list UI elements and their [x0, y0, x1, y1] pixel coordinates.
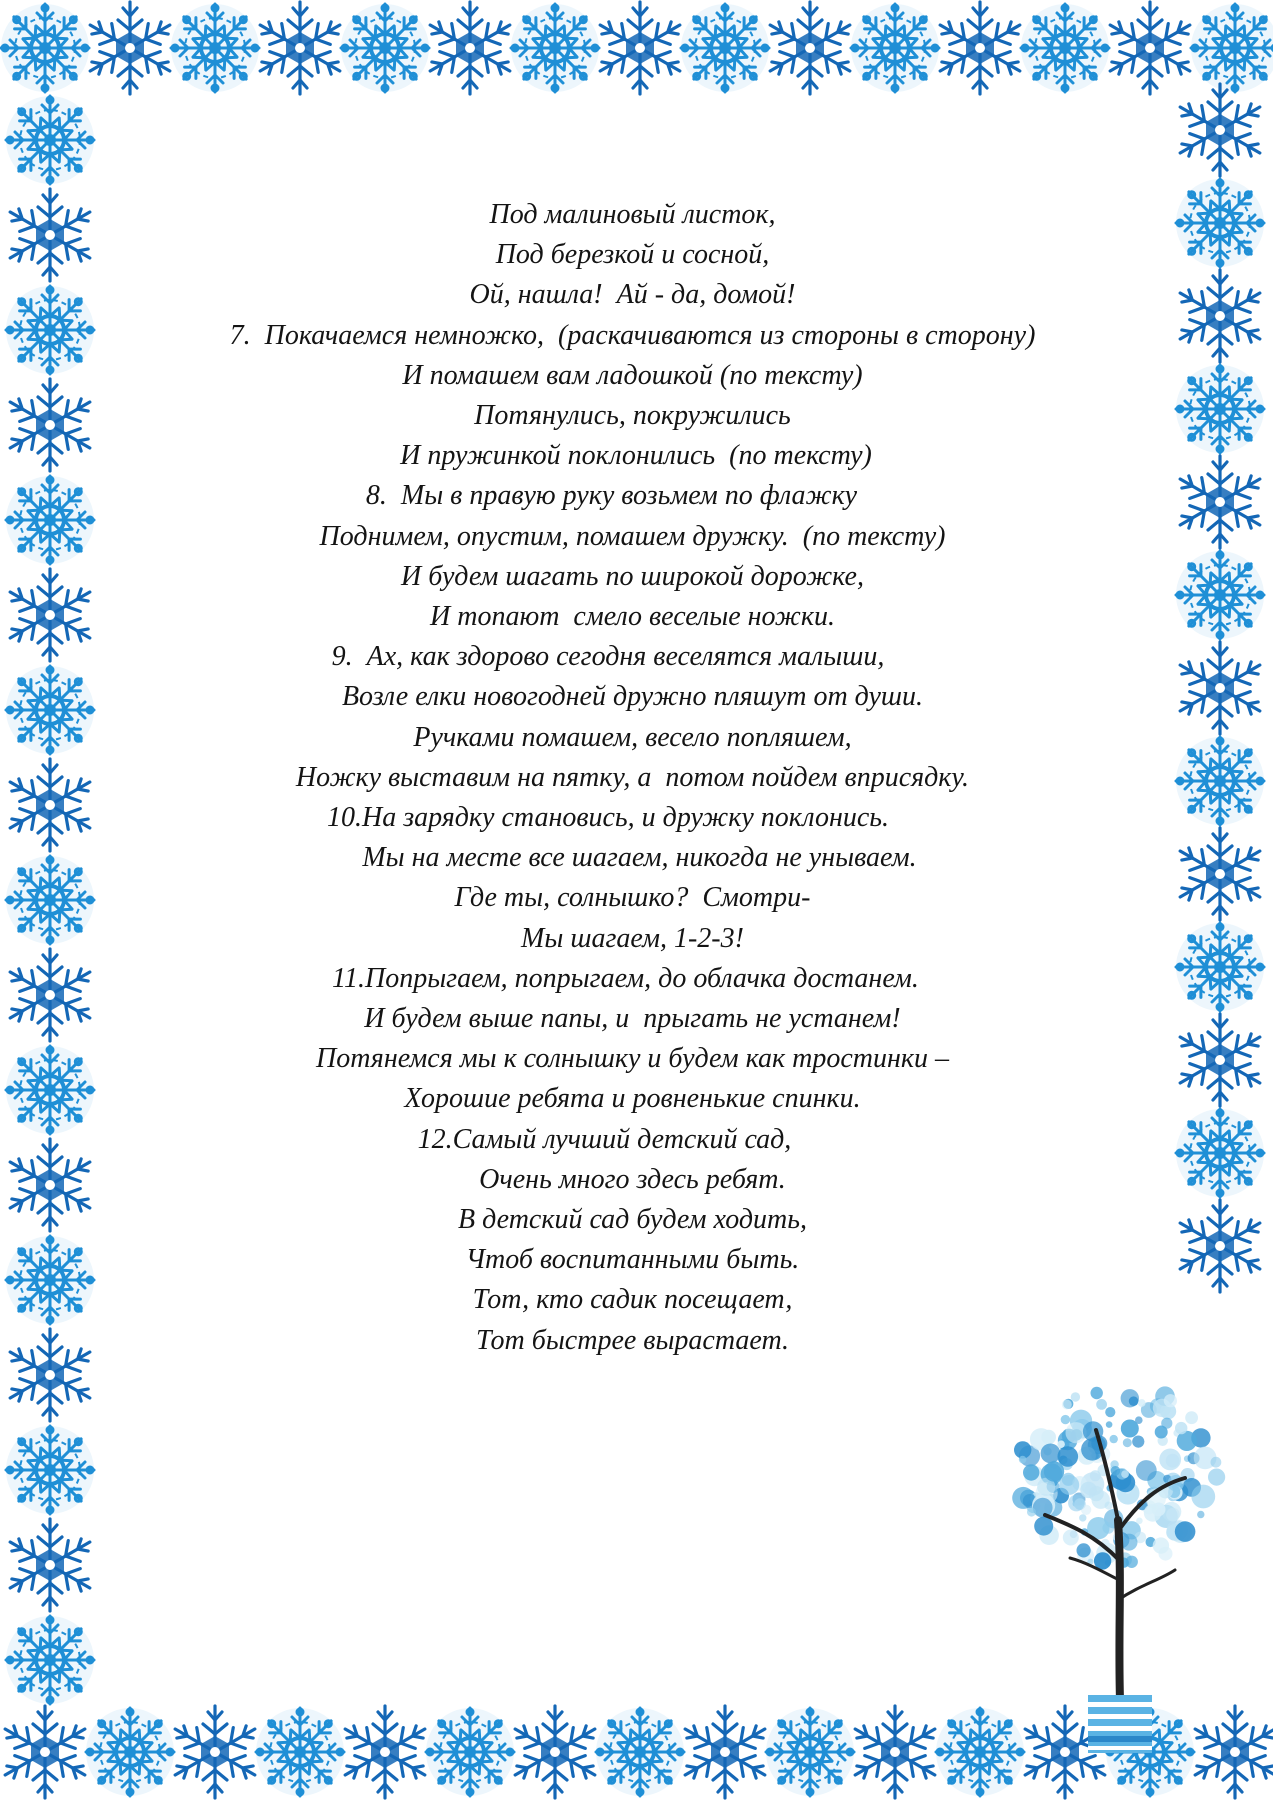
snowflake-icon — [1176, 1109, 1264, 1197]
snowflake-icon — [1176, 551, 1264, 639]
poem-line: В детский сад будем ходить, — [458, 1204, 807, 1236]
snowflake-icon — [1174, 1014, 1266, 1106]
poem-line: Потянемся мы к солнышку и будем как тростинки – — [316, 1043, 949, 1075]
snowflake-icon — [1176, 737, 1264, 825]
poem-line: Тот, кто садик посещает, — [472, 1284, 793, 1316]
snowflake-icon — [681, 4, 769, 92]
snowflake-icon — [596, 1708, 684, 1796]
tree-leaf — [1164, 1394, 1177, 1407]
snowflake-icon — [6, 1426, 94, 1514]
snowflake-icon — [4, 569, 96, 661]
snowflake-icon — [6, 1236, 94, 1324]
tree-leaf — [1079, 1514, 1086, 1521]
snowflake-icon — [509, 1706, 601, 1798]
tree-leaf — [1121, 1389, 1139, 1407]
poem-line: 8. Мы в правую руку возьмем по флажку — [365, 480, 900, 512]
poem — [160, 195, 1105, 1361]
poem-line: Тот быстрее вырастает. — [475, 1324, 790, 1356]
snowflake-icon — [86, 1708, 174, 1796]
snowflake-icon — [1174, 1200, 1266, 1292]
poem-line: Ой, нашла! Ай - да, домой! — [469, 279, 796, 311]
tree-leaf — [1034, 1517, 1053, 1536]
snowflake-icon — [6, 476, 94, 564]
snowflake-icon — [1176, 365, 1264, 453]
poem-line: Потянулись, покружились — [474, 400, 791, 432]
poem-line: Где ты, солнышко? Смотри- — [454, 882, 811, 914]
tree-leaf — [1106, 1421, 1113, 1428]
tree-leaf — [1153, 1537, 1169, 1553]
snowflake-icon — [4, 1139, 96, 1231]
tree-leaf — [1136, 1518, 1143, 1525]
tree-leaf — [1126, 1556, 1138, 1568]
tree-leaf — [1211, 1457, 1222, 1468]
snowflake-icon — [6, 666, 94, 754]
snowflake-icon — [851, 4, 939, 92]
tree-leaf — [1161, 1418, 1172, 1429]
tree-leaf — [1027, 1508, 1036, 1517]
tree-leaf — [1123, 1438, 1132, 1447]
flower-pot — [1088, 1695, 1152, 1753]
tree-leaf — [1138, 1399, 1146, 1407]
tree-leaf — [1033, 1498, 1053, 1518]
poem-line: И будем выше папы, и прыгать не устанем! — [364, 1003, 901, 1035]
snowy-tree-icon — [1000, 1300, 1230, 1760]
snowflake-icon — [4, 759, 96, 851]
tree-leaf — [1159, 1449, 1181, 1471]
poem-line: И будем шагать по широкой дорожке, — [401, 560, 864, 592]
tree-leaf — [1063, 1530, 1079, 1546]
tree-leaf — [1062, 1400, 1072, 1410]
tree-leaf — [1077, 1543, 1091, 1557]
snowflake-icon — [171, 4, 259, 92]
snowflake-icon — [1174, 642, 1266, 734]
poem-line: И помашем вам ладошкой (по тексту) — [402, 359, 863, 391]
snowflake-icon — [1174, 456, 1266, 548]
tree-leaf — [1096, 1399, 1107, 1410]
tree-leaf — [1071, 1392, 1080, 1401]
tree-leaf — [1111, 1466, 1121, 1476]
poem-line: 9. Ах, как здорово сегодня веселятся малыши, — [331, 641, 934, 673]
tree-leaf — [1061, 1415, 1070, 1424]
tree-leaf — [1121, 1470, 1129, 1478]
snowflake-icon — [254, 2, 346, 94]
tree-leaf — [1023, 1464, 1039, 1480]
tree-leaf — [1121, 1420, 1139, 1438]
tree-leaf — [1105, 1407, 1115, 1417]
poem-line: Возле елки новогодней дружно пляшут от души. — [341, 681, 924, 713]
poem-line: И топают смело веселые ножки. — [430, 601, 835, 633]
poem-line: Мы шагаем, 1-2-3! — [521, 922, 744, 954]
snowflake-icon — [511, 4, 599, 92]
poem-line: И пружинкой поклонились (по тексту) — [393, 440, 872, 472]
snowflake-icon — [1176, 923, 1264, 1011]
poem-line: Под березкой и сосной, — [495, 239, 770, 271]
snowflake-icon — [6, 1616, 94, 1704]
tree-leaf — [1175, 1422, 1187, 1434]
tree-leaf — [1105, 1502, 1113, 1510]
snowflake-icon — [4, 189, 96, 281]
tree-leaf — [1208, 1469, 1225, 1486]
snowflake-icon — [1176, 179, 1264, 267]
tree-leaf — [1091, 1387, 1103, 1399]
poem-line: 12.Самый лучший детский сад, — [417, 1123, 848, 1155]
poem-line: 10.На зарядку становись, и дружку поклонись. — [326, 802, 939, 834]
snowflake-icon — [84, 2, 176, 94]
snowflake-icon — [1104, 2, 1196, 94]
tree-leaf — [1185, 1411, 1198, 1424]
snowflake-icon — [169, 1706, 261, 1798]
tree-leaf — [1080, 1482, 1096, 1498]
poem-line: Ручками помашем, весело попляшем, — [413, 721, 852, 753]
snowflake-icon — [6, 856, 94, 944]
snowflake-icon — [4, 379, 96, 471]
snowflake-icon — [1021, 4, 1109, 92]
snowflake-icon — [679, 1706, 771, 1798]
snowflake-icon — [0, 1706, 91, 1798]
snowflake-icon — [341, 4, 429, 92]
tree-leaf — [1068, 1495, 1085, 1512]
snowflake-icon — [424, 2, 516, 94]
poem-line: Ножку выставим на пятку, а потом пойдем вприсядку. — [295, 761, 970, 793]
tree-leaf — [1132, 1436, 1144, 1448]
snowflake-icon — [426, 1708, 514, 1796]
snowflake-icon — [1174, 84, 1266, 176]
poem-line: Поднимем, опустим, помашем дружку. (по тексту) — [319, 520, 946, 552]
tree-leaf — [1144, 1504, 1162, 1522]
poem-line: 7. Покачаемся немножко, (раскачиваются из стороны в сторону) — [229, 319, 1036, 351]
poem-line: Под малиновый листок, — [489, 199, 776, 230]
snowflake-icon — [6, 1046, 94, 1134]
tree-leaf — [1044, 1461, 1064, 1481]
snowflake-icon — [1, 4, 89, 92]
snowflake-icon — [766, 1708, 854, 1796]
tree-leaf — [1175, 1521, 1196, 1542]
tree-leaf — [1197, 1511, 1204, 1518]
tree-leaf — [1191, 1485, 1215, 1509]
snowflake-icon — [6, 96, 94, 184]
poem-line: Хорошие ребята и ровненькие спинки. — [404, 1083, 861, 1115]
tree-leaf — [1110, 1435, 1118, 1443]
snowflake-icon — [256, 1708, 344, 1796]
tree-leaf — [1041, 1444, 1061, 1464]
snowflake-icon — [1191, 4, 1273, 92]
snowflake-icon — [1174, 828, 1266, 920]
poem-line: Мы на месте все шагаем, никогда не унываем. — [348, 842, 917, 874]
snowflake-icon — [1174, 270, 1266, 362]
poem-line: Очень много здесь ребят. — [479, 1163, 786, 1195]
tree-leaf — [1059, 1475, 1079, 1495]
snowflake-icon — [6, 286, 94, 374]
snowflake-icon — [4, 1329, 96, 1421]
tree-leaf — [1019, 1456, 1027, 1464]
snowflake-icon — [594, 2, 686, 94]
poem-line: 11.Попрыгаем, попрыгаем, до облачка достанем. — [332, 962, 933, 994]
tree-leaf — [1136, 1460, 1157, 1481]
snowflake-icon — [764, 2, 856, 94]
tree-leaf — [1057, 1440, 1065, 1448]
snowflake-icon — [339, 1706, 431, 1798]
snowflake-icon — [849, 1706, 941, 1798]
snowflake-icon — [4, 949, 96, 1041]
snowflake-icon — [4, 1519, 96, 1611]
poem-line: Чтоб воспитанными быть. — [465, 1244, 800, 1276]
snowflake-icon — [934, 2, 1026, 94]
